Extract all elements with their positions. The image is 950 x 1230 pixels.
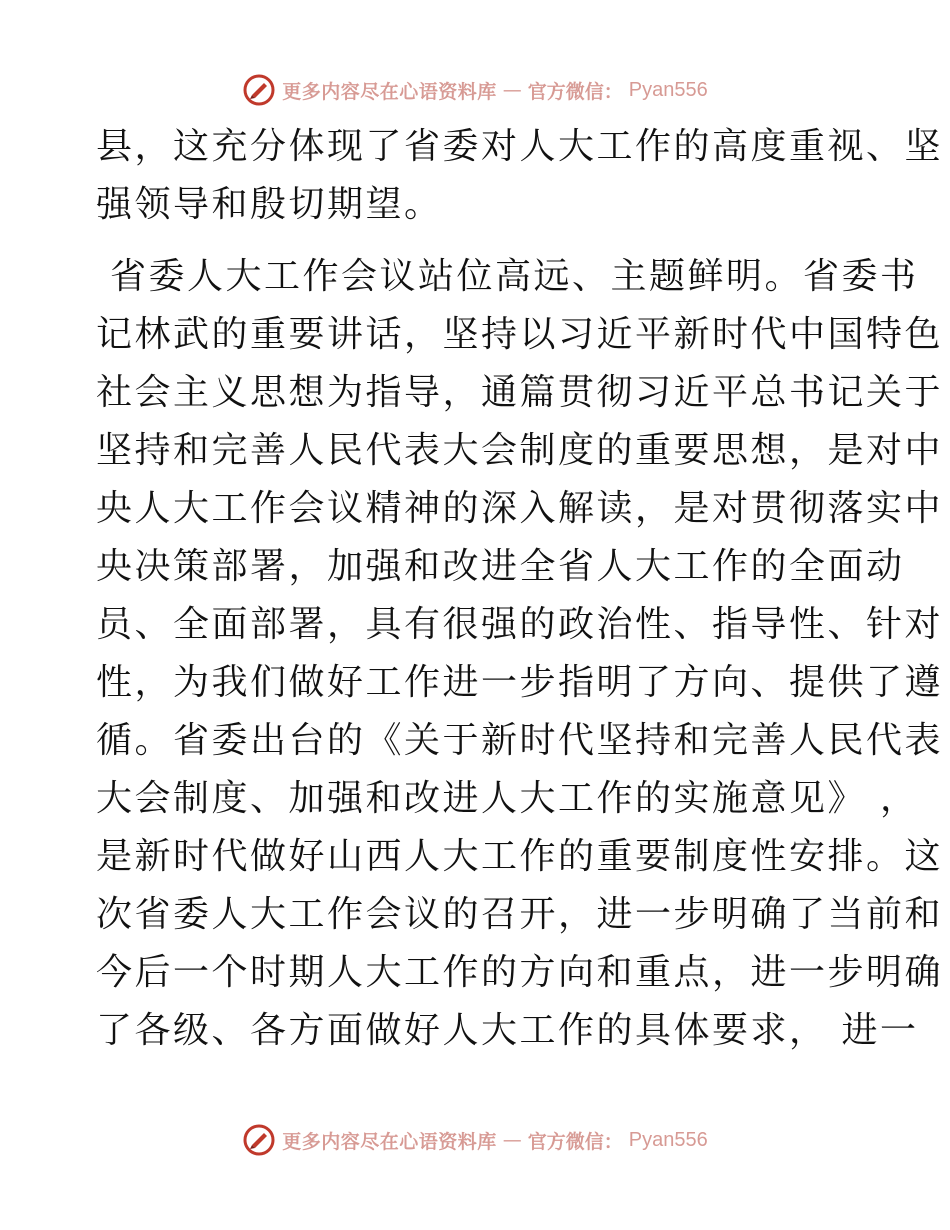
text-line: 县，这充分体现了省委对人大工作的高度重视、坚	[96, 126, 944, 167]
text-line: 社会主义思想为指导，通篇贯彻习近平总书记关于	[96, 372, 944, 413]
watermark-account: Pyan556	[628, 1128, 708, 1151]
text-line: 性，为我们做好工作进一步指明了方向、提供了遵	[96, 662, 944, 703]
text-line: 强领导和殷切期望。	[96, 184, 443, 225]
text-line: 次省委人大工作会议的召开，进一步明确了当前和	[96, 894, 944, 935]
watermark-label: 官方微信：	[527, 1130, 623, 1153]
header-watermark	[0, 70, 950, 110]
text-line: 循。省委出台的《关于新时代坚持和完善人民代表	[96, 720, 944, 761]
text-line: 记林武的重要讲话，坚持以习近平新时代中国特色	[96, 314, 944, 355]
text-line: 了各级、各方面做好人大工作的具体要求， 进一	[96, 1010, 919, 1051]
text-line: 央决策部署，加强和改进全省人大工作的全面动	[96, 546, 905, 587]
footer-watermark	[0, 1120, 950, 1160]
text-line: 今后一个时期人大工作的方向和重点，进一步明确	[96, 952, 944, 993]
document-body	[96, 118, 944, 1060]
text-line: 员、全面部署，具有很强的政治性、指导性、针对	[96, 604, 944, 645]
watermark-label: 官方微信：	[527, 80, 623, 103]
text-line: 省委人大工作会议站位高远、主题鲜明。省委书	[110, 256, 919, 297]
red-circle-pen-logo-icon	[242, 73, 276, 107]
text-line: 大会制度、加强和改进人大工作的实施意见》 ，	[96, 778, 919, 819]
text-line: 是新时代做好山西人大工作的重要制度性安排。这	[96, 836, 944, 877]
red-circle-pen-logo-icon	[242, 1123, 276, 1157]
watermark-dash: —	[502, 1129, 522, 1151]
paragraph-1	[96, 118, 944, 234]
watermark-dash: —	[502, 79, 522, 101]
watermark-site-text: 更多内容尽在心语资料库	[282, 1130, 497, 1153]
watermark-site-text: 更多内容尽在心语资料库	[282, 80, 497, 103]
text-line: 坚持和完善人民代表大会制度的重要思想，是对中	[96, 430, 944, 471]
paragraph-2	[96, 248, 944, 1060]
watermark-account: Pyan556	[628, 78, 708, 101]
text-line: 央人大工作会议精神的深入解读，是对贯彻落实中	[96, 488, 944, 529]
